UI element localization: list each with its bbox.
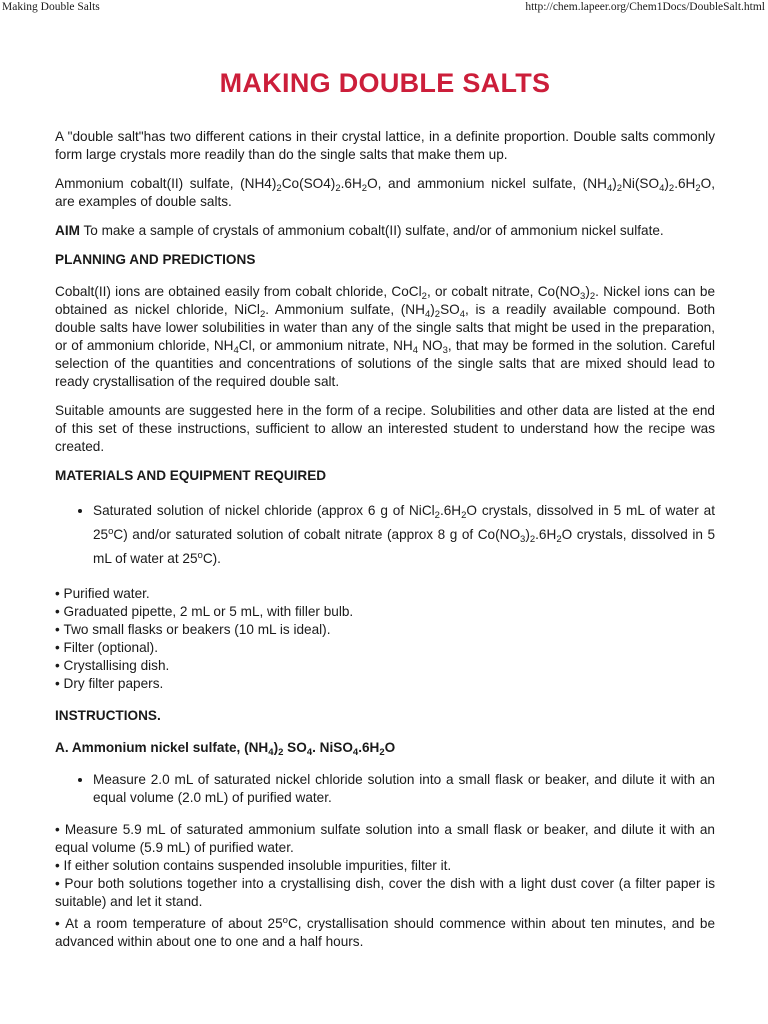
aim-paragraph: AIM To make a sample of crystals of ammonium cobalt(II) sulfate, and/or of ammonium nickel sulfate. xyxy=(55,223,664,238)
planning-heading: PLANNING AND PREDICTIONS xyxy=(55,252,256,267)
print-header xyxy=(0,0,768,16)
instruction-step: • Pour both solutions together into a crystallising dish, cover the dish with a light dust cover (a filter paper is suitable) and let it stand. xyxy=(55,875,715,911)
document-body xyxy=(55,64,715,951)
list-item: • Two small flasks or beakers (10 mL is ideal). xyxy=(55,621,715,639)
materials-list xyxy=(55,585,715,693)
instruction-step-1: • Measure 2.0 mL of saturated nickel chloride solution into a small flask or beaker, and dilute it with an equal volume (2.0 mL) of purified water. xyxy=(93,771,715,807)
intro-paragraph-2: Ammonium cobalt(II) sulfate, $(NH4)_2Co(SO4)_2.6H_2O$, and ammonium nickel sulfate, $(NH_4)_2Ni(SO_4)_2.6H_2O$, are examples of double salts. xyxy=(55,176,716,209)
instructions-heading: INSTRUCTIONS. xyxy=(55,708,161,723)
instruction-step-crystallisation: • At a room temperature of about 25$^o$C, crystallisation should commence within about ten minutes, and be advanced within about one to one and a half hours. xyxy=(55,915,715,951)
list-item: • Dry filter papers. xyxy=(55,675,715,693)
instructions-list xyxy=(55,821,715,911)
instructions-indented-list xyxy=(55,771,715,807)
materials-heading: MATERIALS AND EQUIPMENT REQUIRED xyxy=(55,468,327,483)
planning-paragraph-1: Cobalt(II) ions are obtained easily from cobalt chloride, CoCl$_2$, or cobalt nitrate, $Co(NO_3)_2$. Nickel ions can be obtained as nickel chloride, NiCl$_2$. Ammonium sulfate, $(NH_4)_2SO_4$, is a readily available compound. Both double salts have lower solubilities in water than any of the single salts that might be used in the preparation, or of ammonium chloride, $NH_4Cl$, or ammonium nitrate, $NH_4$ $NO_3$, that may be formed in the solution. Careful selection of the quantities and concentrations of solutions of the single salts that are mixed should lead to ready crystallisation of the required double salt. xyxy=(55,284,716,389)
instruction-step: • If either solution contains suspended insoluble impurities, filter it. xyxy=(55,857,715,875)
list-item: • Purified water. xyxy=(55,585,715,603)
materials-indented-list xyxy=(55,499,715,571)
materials-item-nickel-chloride: • Saturated solution of nickel chloride (approx 6 g of $NiCl_2.6H_2O$ crystals, dissolved in 5 mL of water at 25$^o$C) and/or saturated solution of cobalt nitrate (approx 8 g of $Co(NO_3)_2.6H_2O$ crystals, dissolved in 5 mL of water at 25$^o$C). xyxy=(93,499,715,571)
aim-label: AIM xyxy=(55,223,80,238)
list-item: • Graduated pipette, 2 mL or 5 mL, with filler bulb. xyxy=(55,603,715,621)
planning-paragraph-2: Suitable amounts are suggested here in the form of a recipe. Solubilities and other data are listed at the end of this set of these instructions, sufficient to allow an interested student to understand how the recipe was created. xyxy=(55,403,715,454)
section-a-heading: A. Ammonium nickel sulfate, $(NH_4)_2$ $SO_4$. $NiSO_4.6H_2O$ xyxy=(55,740,396,758)
instruction-step: • Measure 5.9 mL of saturated ammonium sulfate solution into a small flask or beaker, and dilute it with an equal volume (5.9 mL) of purified water. xyxy=(55,821,715,857)
intro-paragraph-1: A "double salt"has two different cations in their crystal lattice, in a definite proportion. Double salts commonly form large crystals more readily than do the single salts that make them up. xyxy=(55,129,715,162)
header-doc-title: Making Double Salts xyxy=(2,1,100,13)
header-url: http://chem.lapeer.org/Chem1Docs/DoubleSalt.html xyxy=(525,1,765,13)
list-item: • Crystallising dish. xyxy=(55,657,715,675)
list-item: • Filter (optional). xyxy=(55,639,715,657)
page-title: MAKING DOUBLE SALTS xyxy=(219,68,551,98)
